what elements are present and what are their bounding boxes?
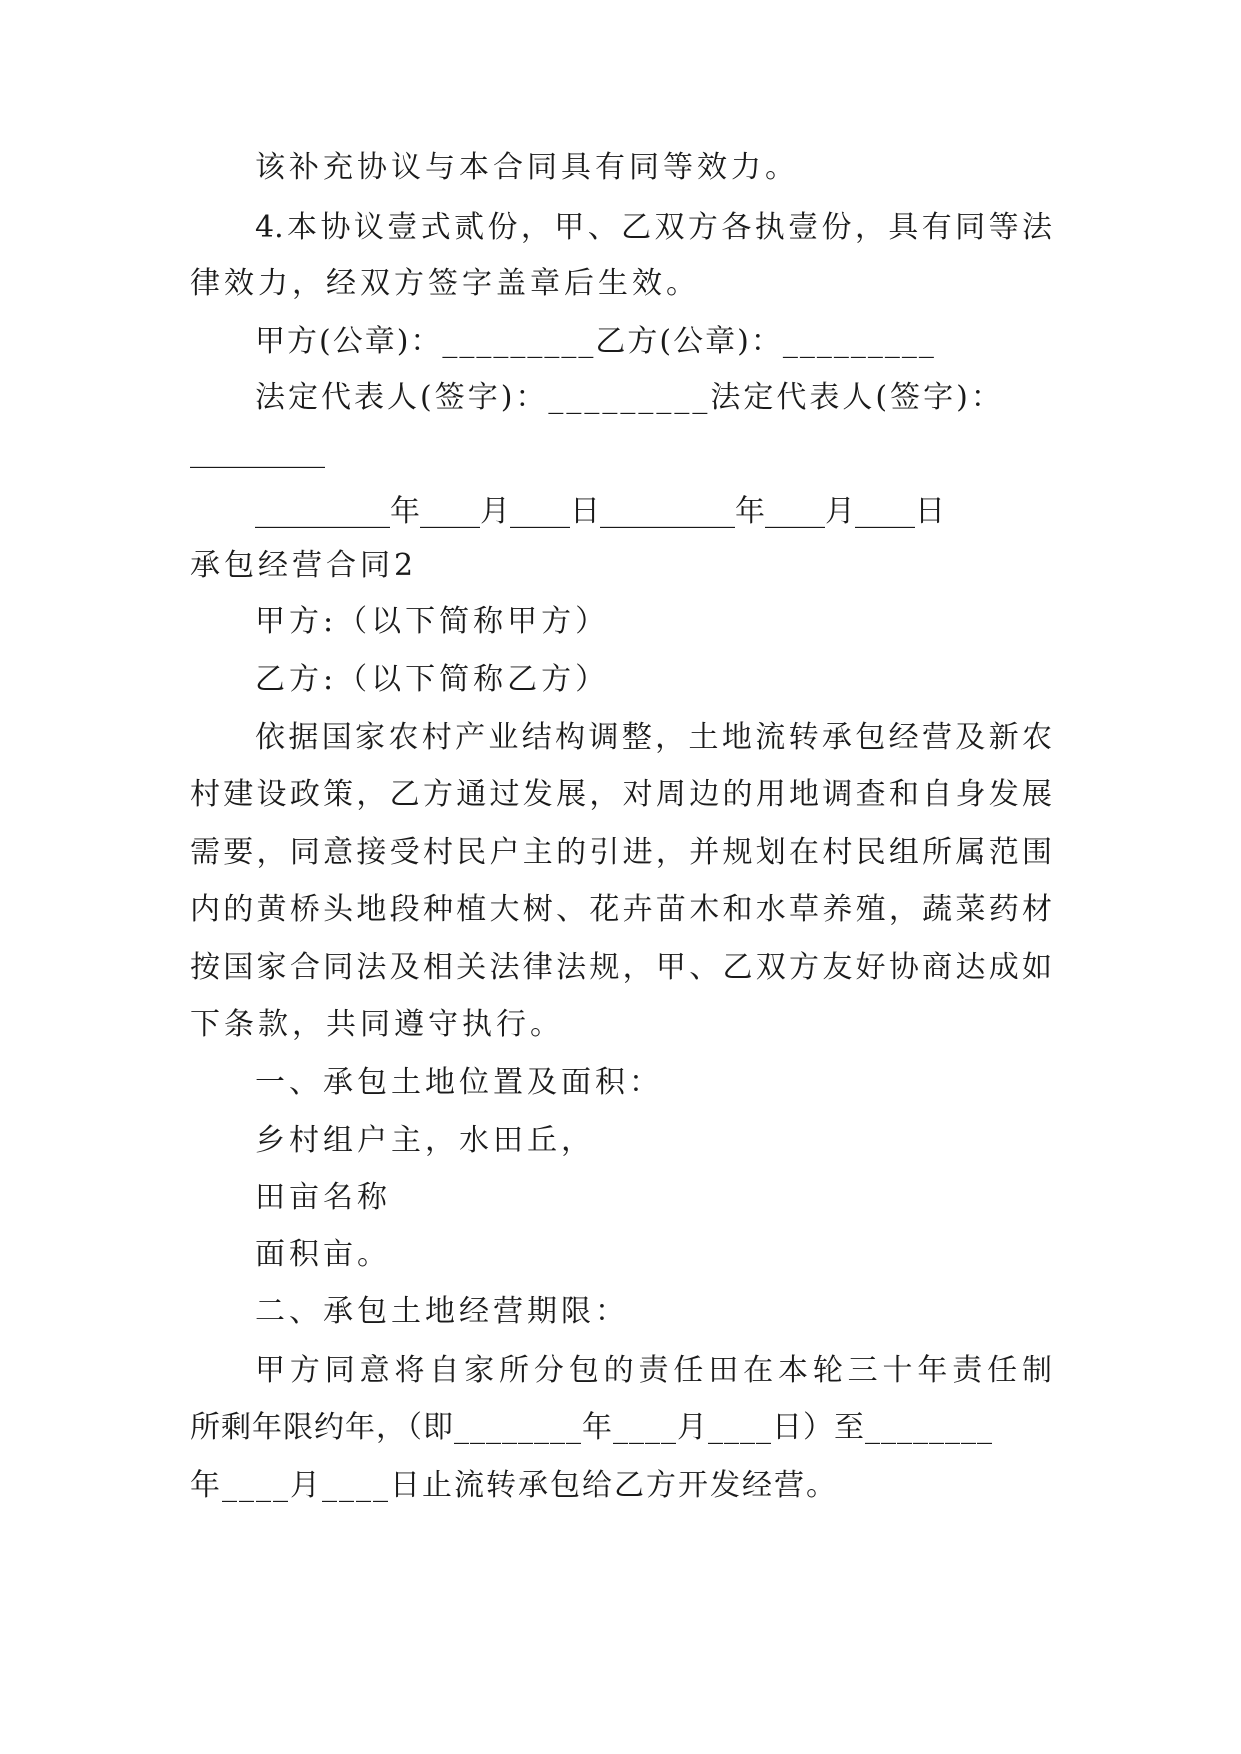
text-line: 内的黄桥头地段种植大树、花卉苗木和水草养殖，蔬菜药材 <box>190 892 1052 927</box>
text-line: 下条款，共同遵守执行。 <box>190 1007 564 1042</box>
signature-blank: _________ <box>190 434 325 469</box>
text-line: 年____月____日止流转承包给乙方开发经营。 <box>190 1468 838 1503</box>
party-a-line: 甲方:（以下简称甲方） <box>255 604 610 639</box>
party-b-line: 乙方:（以下简称乙方） <box>255 662 610 697</box>
text-line: 面积亩。 <box>255 1237 391 1272</box>
text-line: 律效力，经双方签字盖章后生效。 <box>190 266 700 301</box>
text-line: 该补充协议与本合同具有同等效力。 <box>255 150 799 185</box>
text-line: 依据国家农村产业结构调整，土地流转承包经营及新农 <box>255 720 1052 755</box>
signature-line: 法定代表人(签字)：_________法定代表人(签字)： <box>255 380 1004 415</box>
date-line: _________年____月____日_________年____月____日 <box>255 494 945 529</box>
text-line: 乡村组户主，水田丘， <box>255 1123 595 1158</box>
text-line: 需要，同意接受村民户主的引进，并规划在村民组所属范围 <box>190 835 1052 870</box>
clause-heading: 二、承包土地经营期限： <box>255 1294 629 1329</box>
signature-line: 甲方(公章)：_________乙方(公章)：_________ <box>255 324 936 359</box>
section-title: 承包经营合同2 <box>190 548 418 583</box>
text-line: 按国家合同法及相关法律法规，甲、乙双方友好协商达成如 <box>190 950 1052 985</box>
text-line: 4.本协议壹式贰份，甲、乙双方各执壹份，具有同等法 <box>255 210 1052 245</box>
text-line: 所剩年限约年，（即________年____月____日）至________ <box>190 1410 993 1445</box>
text-line: 村建设政策，乙方通过发展，对周边的用地调查和自身发展 <box>190 777 1052 812</box>
text-line: 田亩名称 <box>255 1180 391 1215</box>
clause-heading: 一、承包土地位置及面积： <box>255 1065 663 1100</box>
text-line: 甲方同意将自家所分包的责任田在本轮三十年责任制 <box>255 1353 1052 1388</box>
